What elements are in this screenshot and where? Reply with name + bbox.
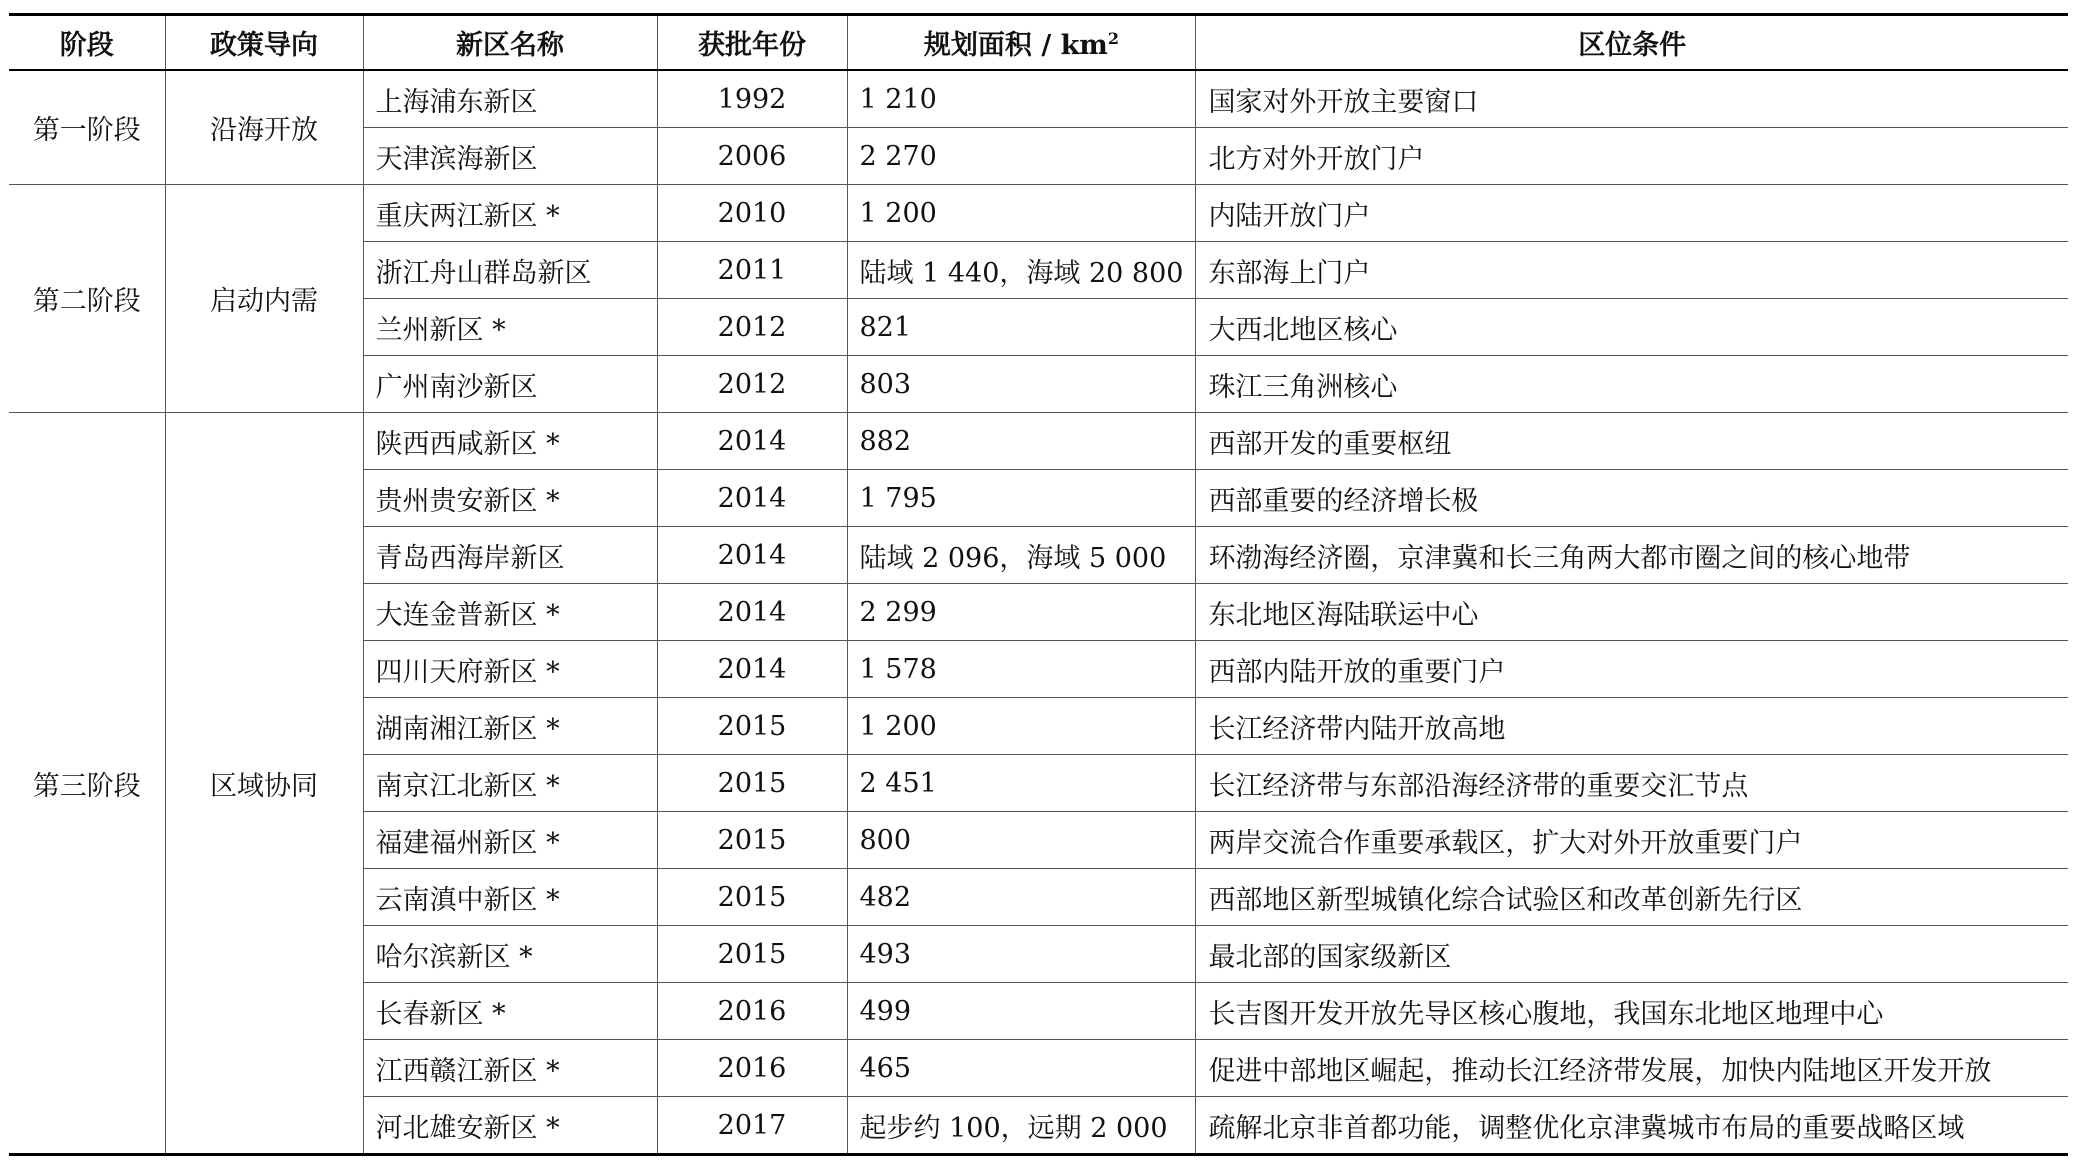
name-cell: 天津滨海新区 — [363, 128, 657, 185]
location-cell: 东部海上门户 — [1196, 242, 2068, 299]
table-row — [9, 413, 2068, 470]
area-cell: 821 — [847, 299, 1196, 356]
table-container — [9, 13, 2068, 1156]
location-cell: 环渤海经济圈，京津冀和长三角两大都市圈之间的核心地带 — [1196, 527, 2068, 584]
year-cell: 2014 — [657, 413, 847, 470]
location-cell: 长吉图开发开放先导区核心腹地，我国东北地区地理中心 — [1196, 983, 2068, 1040]
area-cell: 803 — [847, 356, 1196, 413]
area-cell: 1 795 — [847, 470, 1196, 527]
year-cell: 1992 — [657, 70, 847, 128]
name-cell: 河北雄安新区 * — [363, 1097, 657, 1155]
year-cell: 2015 — [657, 698, 847, 755]
location-cell: 北方对外开放门户 — [1196, 128, 2068, 185]
name-cell: 浙江舟山群岛新区 — [363, 242, 657, 299]
stage-cell: 第一阶段 — [9, 70, 165, 185]
year-cell: 2017 — [657, 1097, 847, 1155]
area-cell: 482 — [847, 869, 1196, 926]
area-cell: 465 — [847, 1040, 1196, 1097]
year-cell: 2015 — [657, 812, 847, 869]
year-cell: 2012 — [657, 356, 847, 413]
location-cell: 西部地区新型城镇化综合试验区和改革创新先行区 — [1196, 869, 2068, 926]
area-cell: 493 — [847, 926, 1196, 983]
year-cell: 2015 — [657, 926, 847, 983]
name-cell: 贵州贵安新区 * — [363, 470, 657, 527]
location-cell: 两岸交流合作重要承载区，扩大对外开放重要门户 — [1196, 812, 2068, 869]
name-cell: 云南滇中新区 * — [363, 869, 657, 926]
area-cell: 2 451 — [847, 755, 1196, 812]
name-cell: 四川天府新区 * — [363, 641, 657, 698]
stage-cell: 第二阶段 — [9, 185, 165, 413]
name-cell: 重庆两江新区 * — [363, 185, 657, 242]
name-cell: 哈尔滨新区 * — [363, 926, 657, 983]
year-cell: 2012 — [657, 299, 847, 356]
header-area-text: 规划面积 / km — [923, 30, 1108, 61]
area-cell: 1 210 — [847, 70, 1196, 128]
area-cell: 2 270 — [847, 128, 1196, 185]
policy-cell: 启动内需 — [165, 185, 363, 413]
year-cell: 2016 — [657, 983, 847, 1040]
header-area-superscript: 2 — [1107, 29, 1119, 48]
area-cell: 陆域 2 096，海域 5 000 — [847, 527, 1196, 584]
location-cell: 长江经济带内陆开放高地 — [1196, 698, 2068, 755]
location-cell: 珠江三角洲核心 — [1196, 356, 2068, 413]
new-areas-table — [9, 13, 2068, 1156]
header-area — [847, 15, 1196, 71]
name-cell: 陕西西咸新区 * — [363, 413, 657, 470]
location-cell: 长江经济带与东部沿海经济带的重要交汇节点 — [1196, 755, 2068, 812]
location-cell: 疏解北京非首都功能，调整优化京津冀城市布局的重要战略区域 — [1196, 1097, 2068, 1155]
name-cell: 江西赣江新区 * — [363, 1040, 657, 1097]
year-cell: 2015 — [657, 869, 847, 926]
table-row — [9, 70, 2068, 128]
location-cell: 西部重要的经济增长极 — [1196, 470, 2068, 527]
year-cell: 2014 — [657, 527, 847, 584]
name-cell: 长春新区 * — [363, 983, 657, 1040]
header-location: 区位条件 — [1196, 15, 2068, 71]
location-cell: 促进中部地区崛起，推动长江经济带发展，加快内陆地区开发开放 — [1196, 1040, 2068, 1097]
area-cell: 1 578 — [847, 641, 1196, 698]
name-cell: 兰州新区 * — [363, 299, 657, 356]
year-cell: 2014 — [657, 584, 847, 641]
location-cell: 最北部的国家级新区 — [1196, 926, 2068, 983]
area-cell: 2 299 — [847, 584, 1196, 641]
area-cell: 499 — [847, 983, 1196, 1040]
name-cell: 湖南湘江新区 * — [363, 698, 657, 755]
area-cell: 882 — [847, 413, 1196, 470]
year-cell: 2014 — [657, 470, 847, 527]
area-cell: 1 200 — [847, 698, 1196, 755]
year-cell: 2006 — [657, 128, 847, 185]
year-cell: 2011 — [657, 242, 847, 299]
name-cell: 大连金普新区 * — [363, 584, 657, 641]
header-stage: 阶段 — [9, 15, 165, 71]
location-cell: 东北地区海陆联运中心 — [1196, 584, 2068, 641]
header-policy: 政策导向 — [165, 15, 363, 71]
name-cell: 广州南沙新区 — [363, 356, 657, 413]
table-row — [9, 185, 2068, 242]
location-cell: 内陆开放门户 — [1196, 185, 2068, 242]
location-cell: 国家对外开放主要窗口 — [1196, 70, 2068, 128]
stage-cell: 第三阶段 — [9, 413, 165, 1155]
header-name: 新区名称 — [363, 15, 657, 71]
policy-cell: 沿海开放 — [165, 70, 363, 185]
name-cell: 青岛西海岸新区 — [363, 527, 657, 584]
year-cell: 2015 — [657, 755, 847, 812]
year-cell: 2016 — [657, 1040, 847, 1097]
header-year: 获批年份 — [657, 15, 847, 71]
name-cell: 福建福州新区 * — [363, 812, 657, 869]
name-cell: 南京江北新区 * — [363, 755, 657, 812]
area-cell: 起步约 100，远期 2 000 — [847, 1097, 1196, 1155]
area-cell: 陆域 1 440，海域 20 800 — [847, 242, 1196, 299]
policy-cell: 区域协同 — [165, 413, 363, 1155]
location-cell: 西部开发的重要枢纽 — [1196, 413, 2068, 470]
location-cell: 大西北地区核心 — [1196, 299, 2068, 356]
area-cell: 1 200 — [847, 185, 1196, 242]
area-cell: 800 — [847, 812, 1196, 869]
header-row — [9, 15, 2068, 71]
location-cell: 西部内陆开放的重要门户 — [1196, 641, 2068, 698]
name-cell: 上海浦东新区 — [363, 70, 657, 128]
year-cell: 2010 — [657, 185, 847, 242]
year-cell: 2014 — [657, 641, 847, 698]
